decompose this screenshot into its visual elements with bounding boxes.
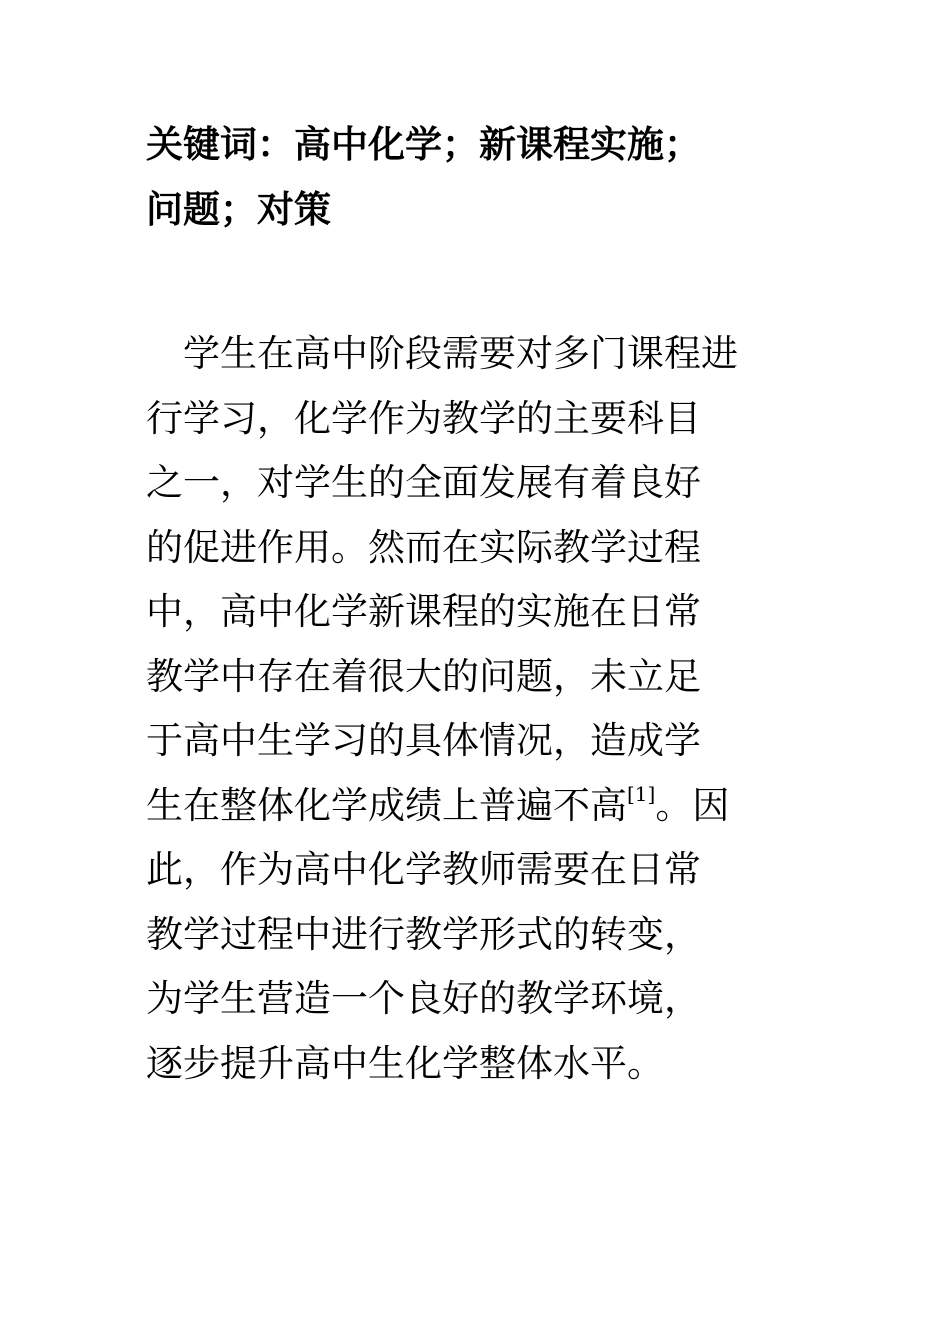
keywords-line-2: 问题；对策	[146, 188, 331, 231]
paragraph-line-8-text: 生在整体化学成绩上普遍不高	[146, 783, 627, 827]
paragraph-line-9: 此，作为高中化学教师需要在日常	[146, 848, 701, 891]
paragraph-line-7: 于高中生学习的具体情况，造成学	[146, 719, 701, 762]
paragraph-line-6: 教学中存在着很大的问题，未立足	[146, 654, 701, 698]
paragraph-line-5: 中，高中化学新课程的实施在日常	[146, 590, 701, 633]
paragraph-line-4: 的促进作用。然而在实际教学过程	[146, 525, 701, 569]
paragraph-line-12: 逐步提升高中生化学整体水平。	[146, 1041, 664, 1085]
body-paragraph	[146, 322, 846, 1096]
paragraph-line-8	[146, 774, 846, 839]
paragraph-line-10: 教学过程中进行教学形式的转变，	[146, 912, 701, 956]
paragraph-line-3: 之一，对学生的全面发展有着良好	[146, 461, 701, 504]
paragraph-line-11: 为学生营造一个良好的教学环境，	[146, 977, 701, 1020]
keywords-heading	[146, 112, 826, 242]
paragraph-line-1: 学生在高中阶段需要对多门课程进	[183, 332, 738, 375]
paragraph-line-8-tail: 。因	[655, 783, 730, 827]
citation-reference[interactable]: [1]	[627, 781, 656, 806]
keywords-line-1: 关键词：高中化学；新课程实施；	[146, 123, 701, 166]
paragraph-line-2: 行学习，化学作为教学的主要科目	[146, 396, 701, 440]
